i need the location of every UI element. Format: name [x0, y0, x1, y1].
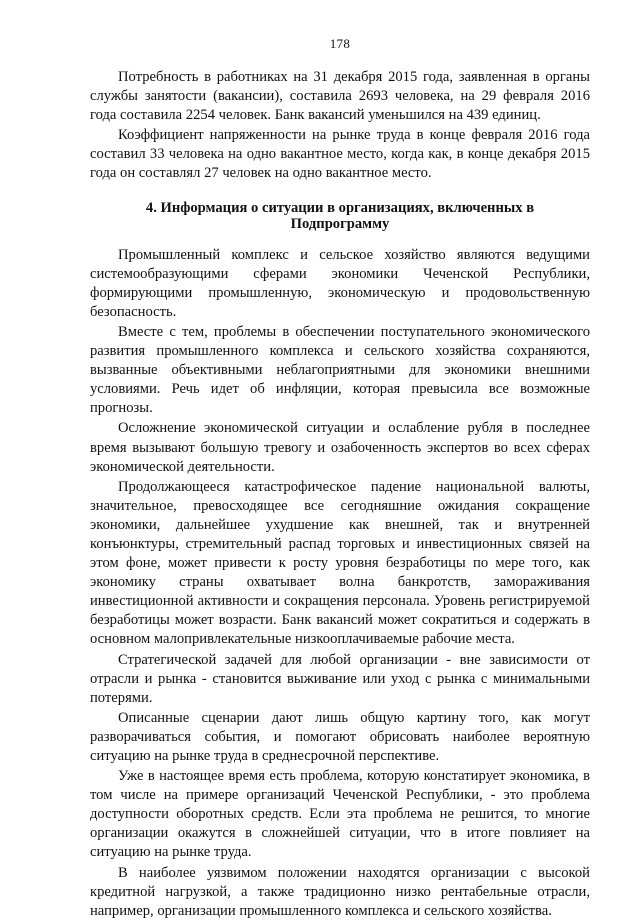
paragraph: Описанные сценарии дают лишь общую картину того, как могут разворачиваться события, и помогают обрисовать наиболее вероятную ситуацию на рынке труда в среднесрочной перспективе. [90, 709, 590, 764]
section-body [90, 246, 590, 921]
paragraph: Вместе с тем, проблемы в обеспечении поступательного экономического развития промышленного комплекса и сельского хозяйства сохраняются, вызванные объективными неблагоприятными для экономики внешними условиями. Речь идет об инфляции, которая превысила все возможные прогнозы. [90, 323, 590, 417]
section-heading-line: 4. Информация о ситуации в организациях, включенных в [145, 199, 535, 216]
paragraph: Коэффициент напряженности на рынке труда в конце февраля 2016 года составил 33 человека на одно вакантное место, когда как, в конце декабря 2015 года он составлял 27 человек на одно вакантное место. [90, 127, 590, 182]
paragraph: Продолжающееся катастрофическое падение национальной валюты, значительное, превосходящее все сегодняшние ожидания сокращение экономики, дальнейшее ухудшение как внешней, так и внутренней конъюнктуры, стремительный распад торговых и инвестиционных связей на этом фоне, может привести к росту уровня безработицы по мере того, как экономику страны охватывает волна банкротств, замораживания инвестиционной активности и сокращения персонала. Уровень регистрируемой безработицы может возрасти. Банк вакансий может сократиться и содержать в основном малопривлекательные низкооплачиваемые рабочие места. [90, 478, 590, 648]
paragraph: Промышленный комплекс и сельское хозяйство являются ведущими системообразующими сферами экономики Чеченской Республики, формирующими промышленную, экономическую и продовольственную безопасность. [90, 246, 590, 320]
paragraph: Уже в настоящее время есть проблема, которую констатирует экономика, в том числе на примере организаций Чеченской Республики, - это проблема доступности оборотных средств. Если эта проблема не решится, то многие организации окажутся в сложнейшей ситуации, что в итоге повлияет на ситуацию на рынке труда. [90, 768, 590, 861]
paragraph: Стратегической задачей для любой организации - вне зависимости от отрасли и рынка - становится выживание или уход с рынка с минимальными потерями. [90, 651, 590, 706]
section-heading [90, 200, 590, 232]
paragraph: Осложнение экономической ситуации и ослабление рубля в последнее время вызывают большую тревогу и озабоченность экспертов во всех сферах экономической деятельности. [90, 420, 590, 475]
intro-text [90, 68, 590, 184]
page-number: 178 [329, 36, 351, 51]
paragraph: Потребность в работниках на 31 декабря 2015 года, заявленная в органы службы занятости (вакансии), составила 2693 человека, на 29 февраля 2016 года составила 2254 человек. Банк вакансий уменьшился на 439 единиц. [90, 69, 590, 124]
paragraph: В наиболее уязвимом положении находятся организации с высокой кредитной нагрузкой, а также традиционно низко рентабельные отрасли, например, организации промышленного комплекса и сельского хозяйства. [90, 864, 590, 919]
section-heading-line: Подпрограмму [290, 215, 390, 232]
